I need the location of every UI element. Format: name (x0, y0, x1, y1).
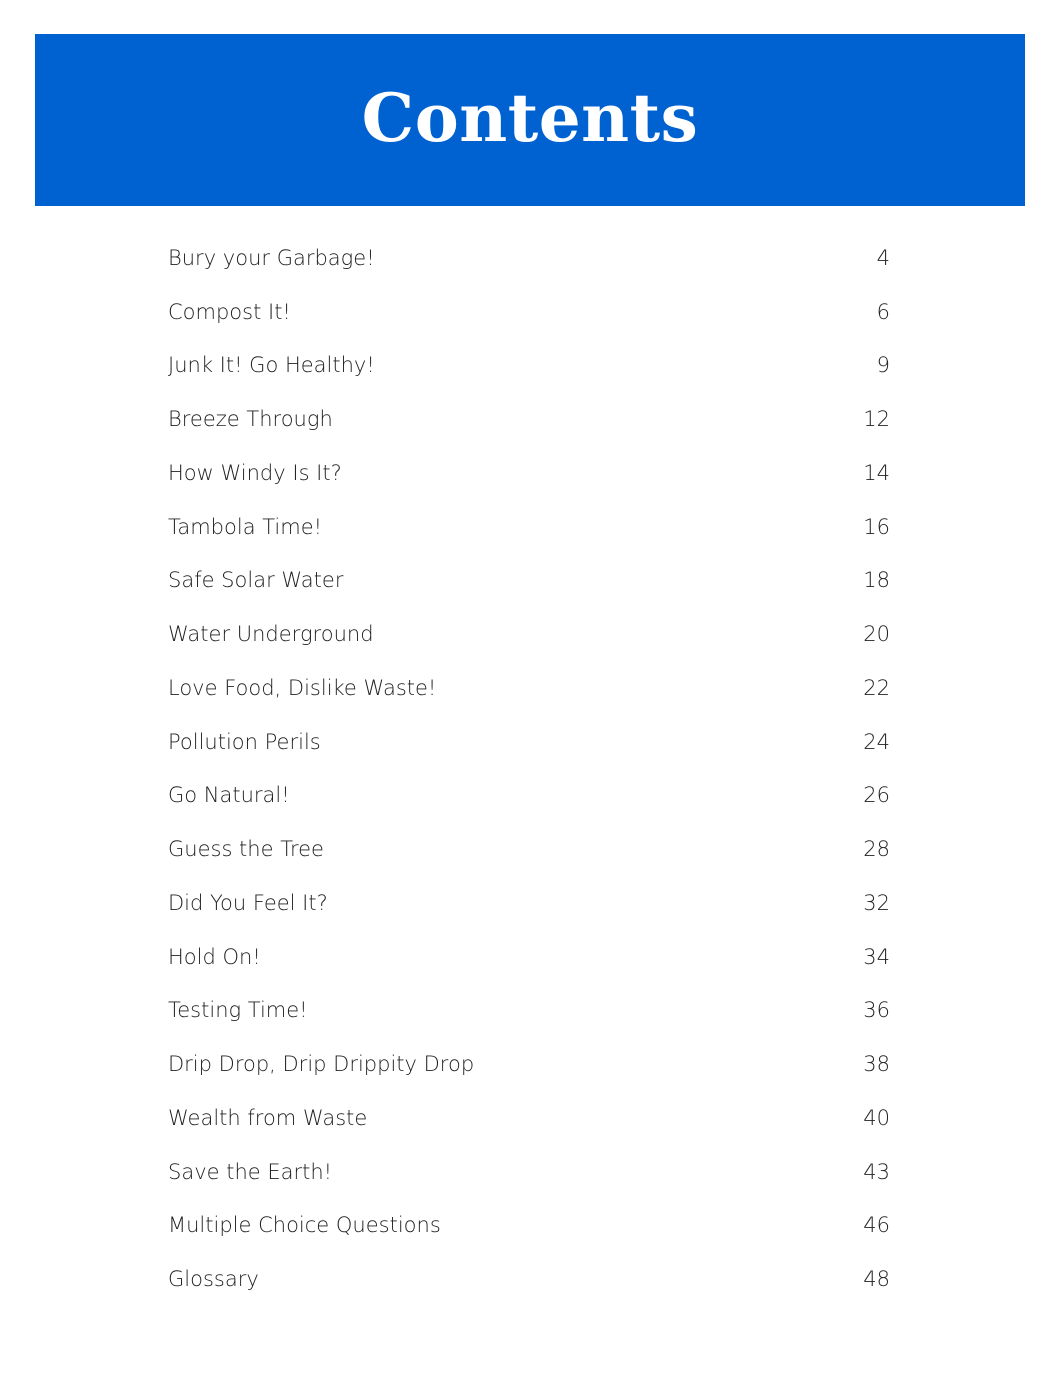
toc-entry-title: Save the Earth! (168, 1159, 333, 1184)
toc-entry-page: 46 (863, 1213, 890, 1238)
toc-entry-title: Did You Feel It? (168, 890, 328, 915)
toc-entry[interactable] (168, 661, 890, 715)
toc-entry-page: 32 (863, 890, 890, 915)
toc-entry[interactable] (168, 715, 890, 769)
toc-entry-title: Junk It! Go Healthy! (168, 353, 375, 378)
toc-entry-page: 36 (863, 998, 890, 1023)
toc-entry-page: 40 (863, 1105, 890, 1130)
toc-entry-title: Water Underground (168, 622, 374, 647)
toc-entry-page: 38 (863, 1052, 890, 1077)
toc-entry-page: 43 (863, 1159, 890, 1184)
toc-entry[interactable] (168, 554, 890, 608)
toc-entry-page: 9 (876, 353, 890, 378)
toc-entry-page: 26 (863, 783, 890, 808)
toc-entry-title: Compost It! (168, 299, 291, 324)
toc-entry[interactable] (168, 1037, 890, 1091)
toc-entry[interactable] (168, 607, 890, 661)
toc-entry[interactable] (168, 285, 890, 339)
toc-entry-page: 6 (876, 299, 890, 324)
toc-entry-title: Multiple Choice Questions (168, 1213, 441, 1238)
toc-entry[interactable] (168, 876, 890, 930)
toc-entry-title: Tambola Time! (168, 514, 323, 539)
toc-entry[interactable] (168, 930, 890, 984)
page-title: Contents (361, 79, 699, 157)
toc-entry[interactable] (168, 1145, 890, 1199)
toc-entry-page: 14 (863, 460, 890, 485)
toc-entry-title: Love Food, Dislike Waste! (168, 675, 437, 700)
toc-entry[interactable] (168, 1091, 890, 1145)
toc-entry[interactable] (168, 446, 890, 500)
toc-entry-title: Safe Solar Water (168, 568, 344, 593)
toc-entry[interactable] (168, 984, 890, 1038)
toc-entry-page: 24 (863, 729, 890, 754)
toc-entry-title: Guess the Tree (168, 837, 324, 862)
toc-entry-title: Breeze Through (168, 407, 333, 432)
toc-entry-page: 4 (876, 245, 890, 270)
toc-entry-page: 20 (863, 622, 890, 647)
toc-entry-title: Glossary (168, 1267, 259, 1292)
toc-entry[interactable] (168, 769, 890, 823)
toc-entry-title: Drip Drop, Drip Drippity Drop (168, 1052, 475, 1077)
toc-entry-title: Go Natural! (168, 783, 290, 808)
table-of-contents (168, 231, 890, 1306)
toc-entry-title: Bury your Garbage! (168, 245, 375, 270)
toc-entry-title: Wealth from Waste (168, 1105, 368, 1130)
toc-entry-page: 48 (863, 1267, 890, 1292)
toc-entry-page: 18 (863, 568, 890, 593)
toc-entry-page: 28 (863, 837, 890, 862)
toc-entry[interactable] (168, 822, 890, 876)
toc-entry[interactable] (168, 231, 890, 285)
toc-entry[interactable] (168, 339, 890, 393)
toc-entry[interactable] (168, 1199, 890, 1253)
toc-entry-title: Hold On! (168, 944, 261, 969)
toc-entry-title: How Windy Is It? (168, 460, 342, 485)
toc-entry-page: 12 (863, 407, 890, 432)
toc-entry-page: 16 (863, 514, 890, 539)
toc-entry[interactable] (168, 1252, 890, 1306)
toc-entry-page: 34 (863, 944, 890, 969)
toc-entry-page: 22 (863, 675, 890, 700)
toc-entry[interactable] (168, 500, 890, 554)
toc-entry[interactable] (168, 392, 890, 446)
contents-header-banner (35, 34, 1025, 206)
toc-entry-title: Testing Time! (168, 998, 308, 1023)
toc-entry-title: Pollution Perils (168, 729, 321, 754)
